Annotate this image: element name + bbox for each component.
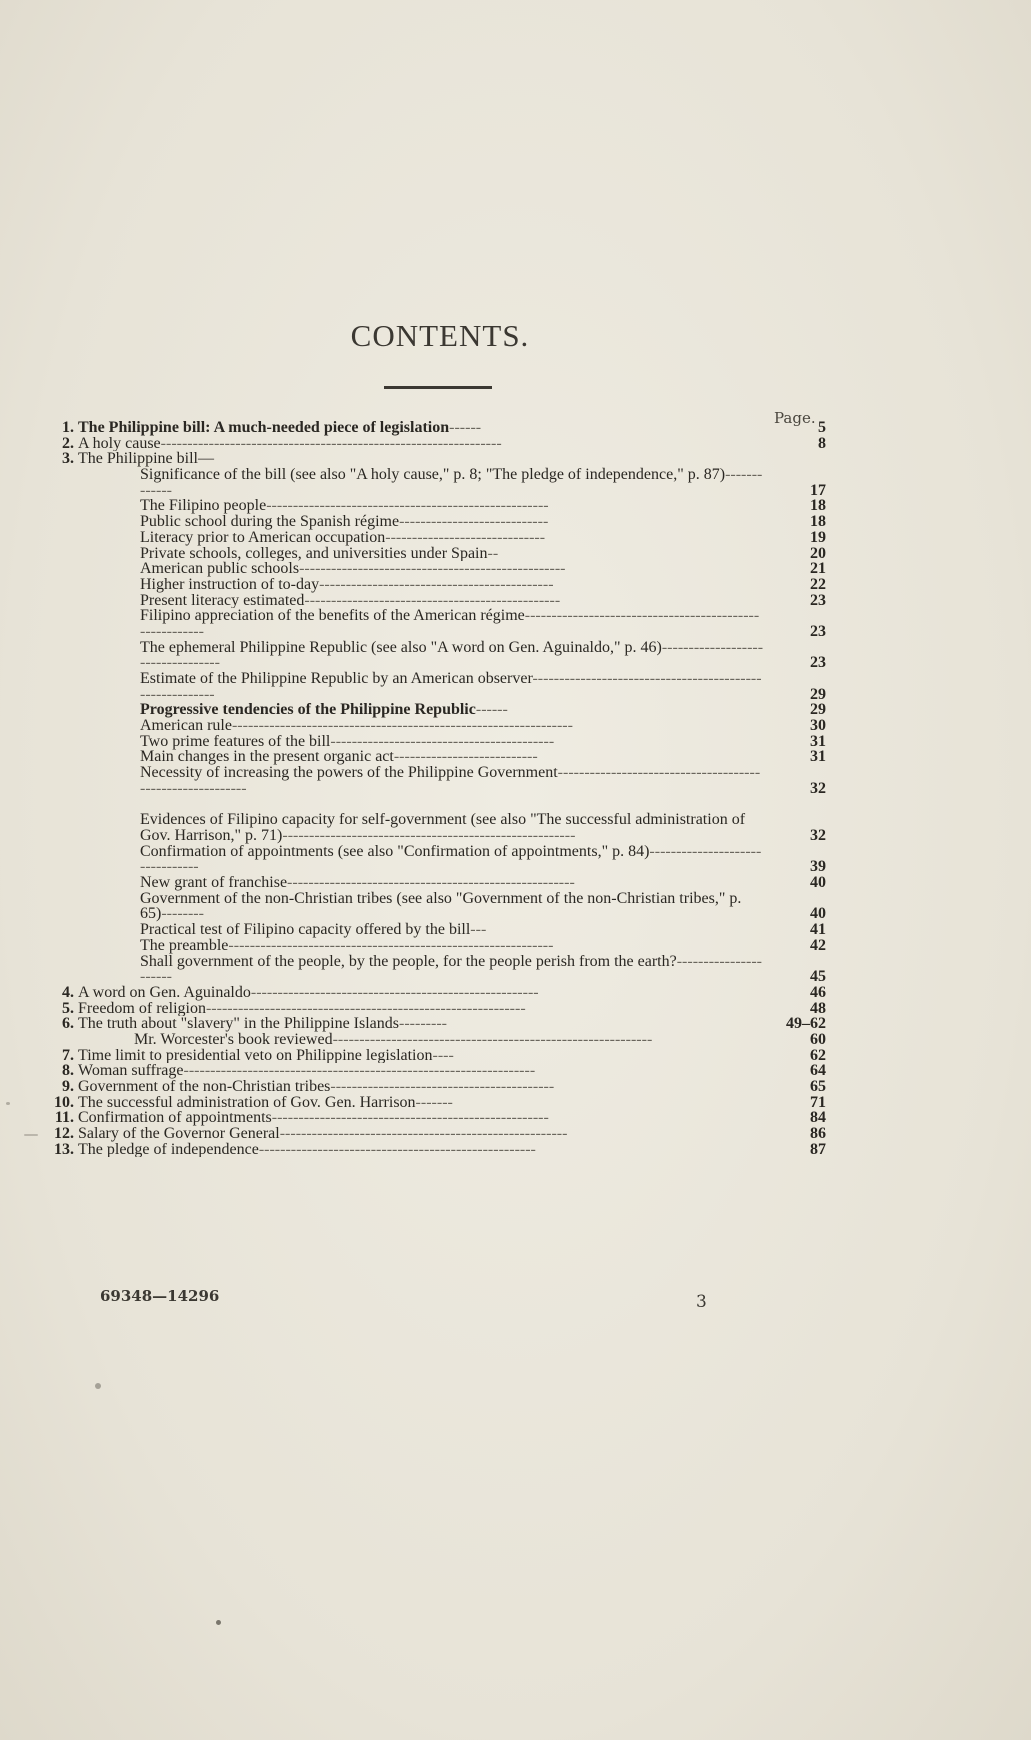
toc-entry: 1. The Philippine bill: A much-needed piece of legislation------ 5 (48, 420, 828, 436)
entry-number: 9. (62, 1078, 74, 1096)
entry-title: Woman suffrage (78, 1063, 184, 1080)
page-number: 3 (696, 1292, 707, 1312)
entry-number: 10. (54, 1093, 74, 1111)
toc-entry: 6. The truth about "slavery" in the Philippine Islands--------- 49–62 (48, 1016, 828, 1032)
entry-page: 40 (810, 905, 826, 923)
entry-title: Practical test of Filipino capacity offered by the bill (140, 922, 471, 938)
speck-mark (216, 1620, 221, 1625)
entry-title: Public school during the Spanish régime (140, 514, 400, 530)
entry-page: 18 (810, 497, 826, 515)
entry-page: 49–62 (786, 1015, 826, 1033)
toc-entry: The ephemeral Philippine Republic (see also "A word on Gen. Aguinaldo," p. 46)---------------------------------- 23 (140, 639, 826, 672)
toc-entry: The Filipino people----------------------------------------------------- 18 (140, 497, 826, 515)
entry-page: 23 (810, 622, 826, 640)
toc-entry: Progressive tendencies of the Philippine Republic------ 29 (140, 701, 826, 719)
entry-title: Time limit to presidential veto on Philippine legislation (78, 1047, 433, 1064)
entry-title: Main changes in the present organic act (140, 749, 394, 766)
entry-title: Mr. Worcester's book reviewed (134, 1031, 333, 1048)
entry-page: 42 (810, 936, 826, 954)
entry-page: 21 (810, 560, 826, 578)
entry-number: 5. (62, 999, 74, 1017)
entry-title: Confirmation of appointments (78, 1110, 272, 1127)
entry-page: 19 (810, 528, 826, 546)
entry-page: 31 (810, 732, 826, 750)
entry-page: 5 (818, 418, 826, 436)
toc-entry: Estimate of the Philippine Republic by an American observer--------------------------------------------------------- 29 (140, 671, 826, 703)
toc-entry: 11. Confirmation of appointments---------------------------------------------------- 84 (48, 1110, 828, 1126)
entry-page: 8 (818, 434, 826, 452)
entry-page: 22 (810, 575, 826, 593)
entry-number: 2. (62, 434, 74, 452)
entry-page: 30 (810, 717, 826, 735)
entry-number: 13. (54, 1140, 74, 1158)
page-column-heading: Page. (774, 409, 816, 427)
entry-page: 20 (810, 544, 826, 562)
toc-entry: 7. Time limit to presidential veto on Philippine legislation---- 62 (48, 1048, 828, 1064)
entry-page: 84 (810, 1109, 826, 1127)
toc-entry: American public schools-------------------------------------------------- 21 (140, 560, 826, 578)
entry-title: American rule (140, 718, 232, 734)
toc-entry: Confirmation of appointments (see also "Confirmation of appointments," p. 84)-------------------------------- 39 (140, 843, 826, 876)
entry-title: Salary of the Governor General (78, 1126, 280, 1142)
toc-entry: 12. Salary of the Governor General------------------------------------------------------ 86 (48, 1126, 828, 1142)
entry-page: 87 (810, 1140, 826, 1158)
entry-page: 29 (810, 701, 826, 719)
toc-entry: 5. Freedom of religion------------------------------------------------------------ 48 (48, 1001, 828, 1017)
entry-page: 23 (810, 654, 826, 672)
entry-page: 71 (810, 1093, 826, 1111)
toc-entry: Filipino appreciation of the benefits of the American régime-------------------------------------------------------- 23 (140, 608, 826, 640)
toc-entry: The preamble------------------------------------------------------------- 42 (140, 936, 826, 954)
entry-title: Filipino appreciation of the benefits of the American régime (140, 608, 525, 625)
toc-entry: American rule---------------------------------------------------------------- 30 (140, 717, 826, 735)
toc-entry: Evidences of Filipino capacity for self-government (see also "The successful administration of Gov. Harrison," p. 71)------------------------------------------------------- 32 (140, 812, 826, 844)
entry-number: 1. (62, 418, 74, 436)
entry-title: Confirmation of appointments (see also "Confirmation of appointments," p. 84) (140, 843, 650, 860)
toc-entry: Significance of the bill (see also "A holy cause," p. 8; "The pledge of independence," p. 87)------------- 17 (140, 467, 826, 499)
entry-title: Progressive tendencies of the Philippine Republic (140, 702, 476, 719)
toc-entry: 10. The successful administration of Gov. Gen. Harrison------- 71 (48, 1095, 828, 1111)
entry-title: Estimate of the Philippine Republic by an American observer (140, 671, 533, 688)
entry-page: 23 (810, 591, 826, 609)
entry-page: 65 (810, 1078, 826, 1096)
toc-entry: Literacy prior to American occupation------------------------------ 19 (140, 528, 826, 546)
entry-page: 39 (810, 858, 826, 876)
toc-entry: New grant of franchise------------------------------------------------------ 40 (140, 874, 826, 892)
entry-page: 18 (810, 513, 826, 531)
entry-title: American public schools (140, 561, 300, 577)
entry-title: The Filipino people (140, 498, 267, 515)
entry-title: The ephemeral Philippine Republic (see also "A word on Gen. Aguinaldo," p. 46) (140, 639, 662, 656)
toc-entry: 9. Government of the non-Christian tribes------------------------------------------ 65 (48, 1079, 828, 1095)
speck-mark (24, 1134, 38, 1136)
entry-page: 86 (810, 1125, 826, 1143)
toc-entry: 8. Woman suffrage------------------------------------------------------------------ 64 (48, 1063, 828, 1079)
speck-mark (6, 1102, 10, 1105)
entry-page: 46 (810, 983, 826, 1001)
entry-title: The truth about "slavery" in the Philippine Islands (78, 1016, 400, 1032)
toc-entry: Main changes in the present organic act--------------------------- 31 (140, 748, 826, 766)
entry-title: Higher instruction of to-day (140, 576, 320, 593)
toc-entry: Practical test of Filipino capacity offered by the bill--- 41 (140, 921, 826, 939)
toc-entry: Private schools, colleges, and universities under Spain-- 20 (140, 544, 826, 562)
entry-title: Two prime features of the bill (140, 733, 331, 750)
entry-page: 45 (810, 968, 826, 986)
toc-entry: Higher instruction of to-day-------------------------------------------- 22 (140, 575, 826, 593)
entry-number: 3. (62, 450, 74, 468)
toc-entry: 2. A holy cause---------------------------------------------------------------- 8 (48, 436, 828, 452)
entry-title: Government of the non-Christian tribes (see also "Government of the non-Christian tribes," p. 65) (140, 890, 742, 923)
entry-page: 32 (810, 779, 826, 797)
entry-title: The successful administration of Gov. Gen. Harrison (78, 1094, 416, 1111)
entry-title: Necessity of increasing the powers of the Philippine Government (140, 765, 558, 782)
toc-entry: Shall government of the people, by the people, for the people perish from the earth?---------------------- 45 (140, 953, 826, 986)
entry-number: 6. (62, 1015, 74, 1033)
entry-number: 12. (54, 1125, 74, 1143)
entry-page: 64 (810, 1062, 826, 1080)
entry-title: Shall government of the people, by the people, for the people perish from the earth? (140, 953, 677, 970)
toc-entry (48, 451, 828, 467)
entry-page: 29 (810, 685, 826, 703)
toc-entry: 13. The pledge of independence---------------------------------------------------- 87 (48, 1142, 828, 1158)
toc-entry: Present literacy estimated------------------------------------------------ 23 (140, 591, 826, 609)
speck-mark (95, 1383, 101, 1389)
entry-page: 32 (810, 826, 826, 844)
entry-number: 4. (62, 983, 74, 1001)
entry-title: Freedom of religion (78, 1000, 206, 1017)
entry-page: 41 (810, 921, 826, 939)
entry-title: A word on Gen. Aguinaldo (78, 984, 251, 1001)
toc-entry: Two prime features of the bill------------------------------------------ 31 (140, 732, 826, 750)
entry-page: 60 (810, 1030, 826, 1048)
entry-page: 40 (810, 874, 826, 892)
entry-title: Private schools, colleges, and universities under Spain (140, 545, 488, 562)
entry-title: The Philippine bill— (78, 451, 214, 468)
entry-title: Literacy prior to American occupation (140, 529, 386, 546)
toc-entry: Public school during the Spanish régime---------------------------- 18 (140, 513, 826, 531)
entry-page: 62 (810, 1046, 826, 1064)
toc-entry: 4. A word on Gen. Aguinaldo------------------------------------------------------ 46 (48, 985, 828, 1001)
entry-title: The preamble (140, 937, 229, 954)
print-code: 69348—14296 (100, 1287, 220, 1305)
entry-title: Government of the non-Christian tribes (78, 1079, 331, 1095)
entry-title: The Philippine bill: A much-needed piece of legislation (78, 419, 450, 436)
toc-entry: Mr. Worcester's book reviewed------------------------------------------------------------ 60 (134, 1030, 826, 1048)
entry-page: 17 (810, 481, 826, 499)
entry-page: 48 (810, 999, 826, 1017)
entry-title: Significance of the bill (see also "A holy cause," p. 8; "The pledge of independence," p. 87) (140, 467, 726, 484)
entry-number: 11. (54, 1109, 74, 1127)
entry-number: 7. (62, 1046, 74, 1064)
toc-entry: Necessity of increasing the powers of the Philippine Government---------------------------------------------------------- 32 (140, 765, 826, 797)
table-of-contents (48, 420, 828, 1157)
entry-page: 31 (810, 748, 826, 766)
title-rule (384, 386, 492, 389)
entry-title: Present literacy estimated (140, 592, 305, 609)
toc-entry: Government of the non-Christian tribes (see also "Government of the non-Christian tribes," p. 65)-------- 40 (140, 890, 826, 923)
entry-title: The pledge of independence (78, 1141, 259, 1158)
page-title: CONTENTS. (350, 318, 530, 353)
entry-title: New grant of franchise (140, 875, 288, 891)
entry-number: 8. (62, 1062, 74, 1080)
entry-title: Evidences of Filipino capacity for self-government (see also "The successful administration of Gov. Harrison," p. 71) (140, 812, 746, 844)
entry-title: A holy cause (78, 435, 161, 452)
